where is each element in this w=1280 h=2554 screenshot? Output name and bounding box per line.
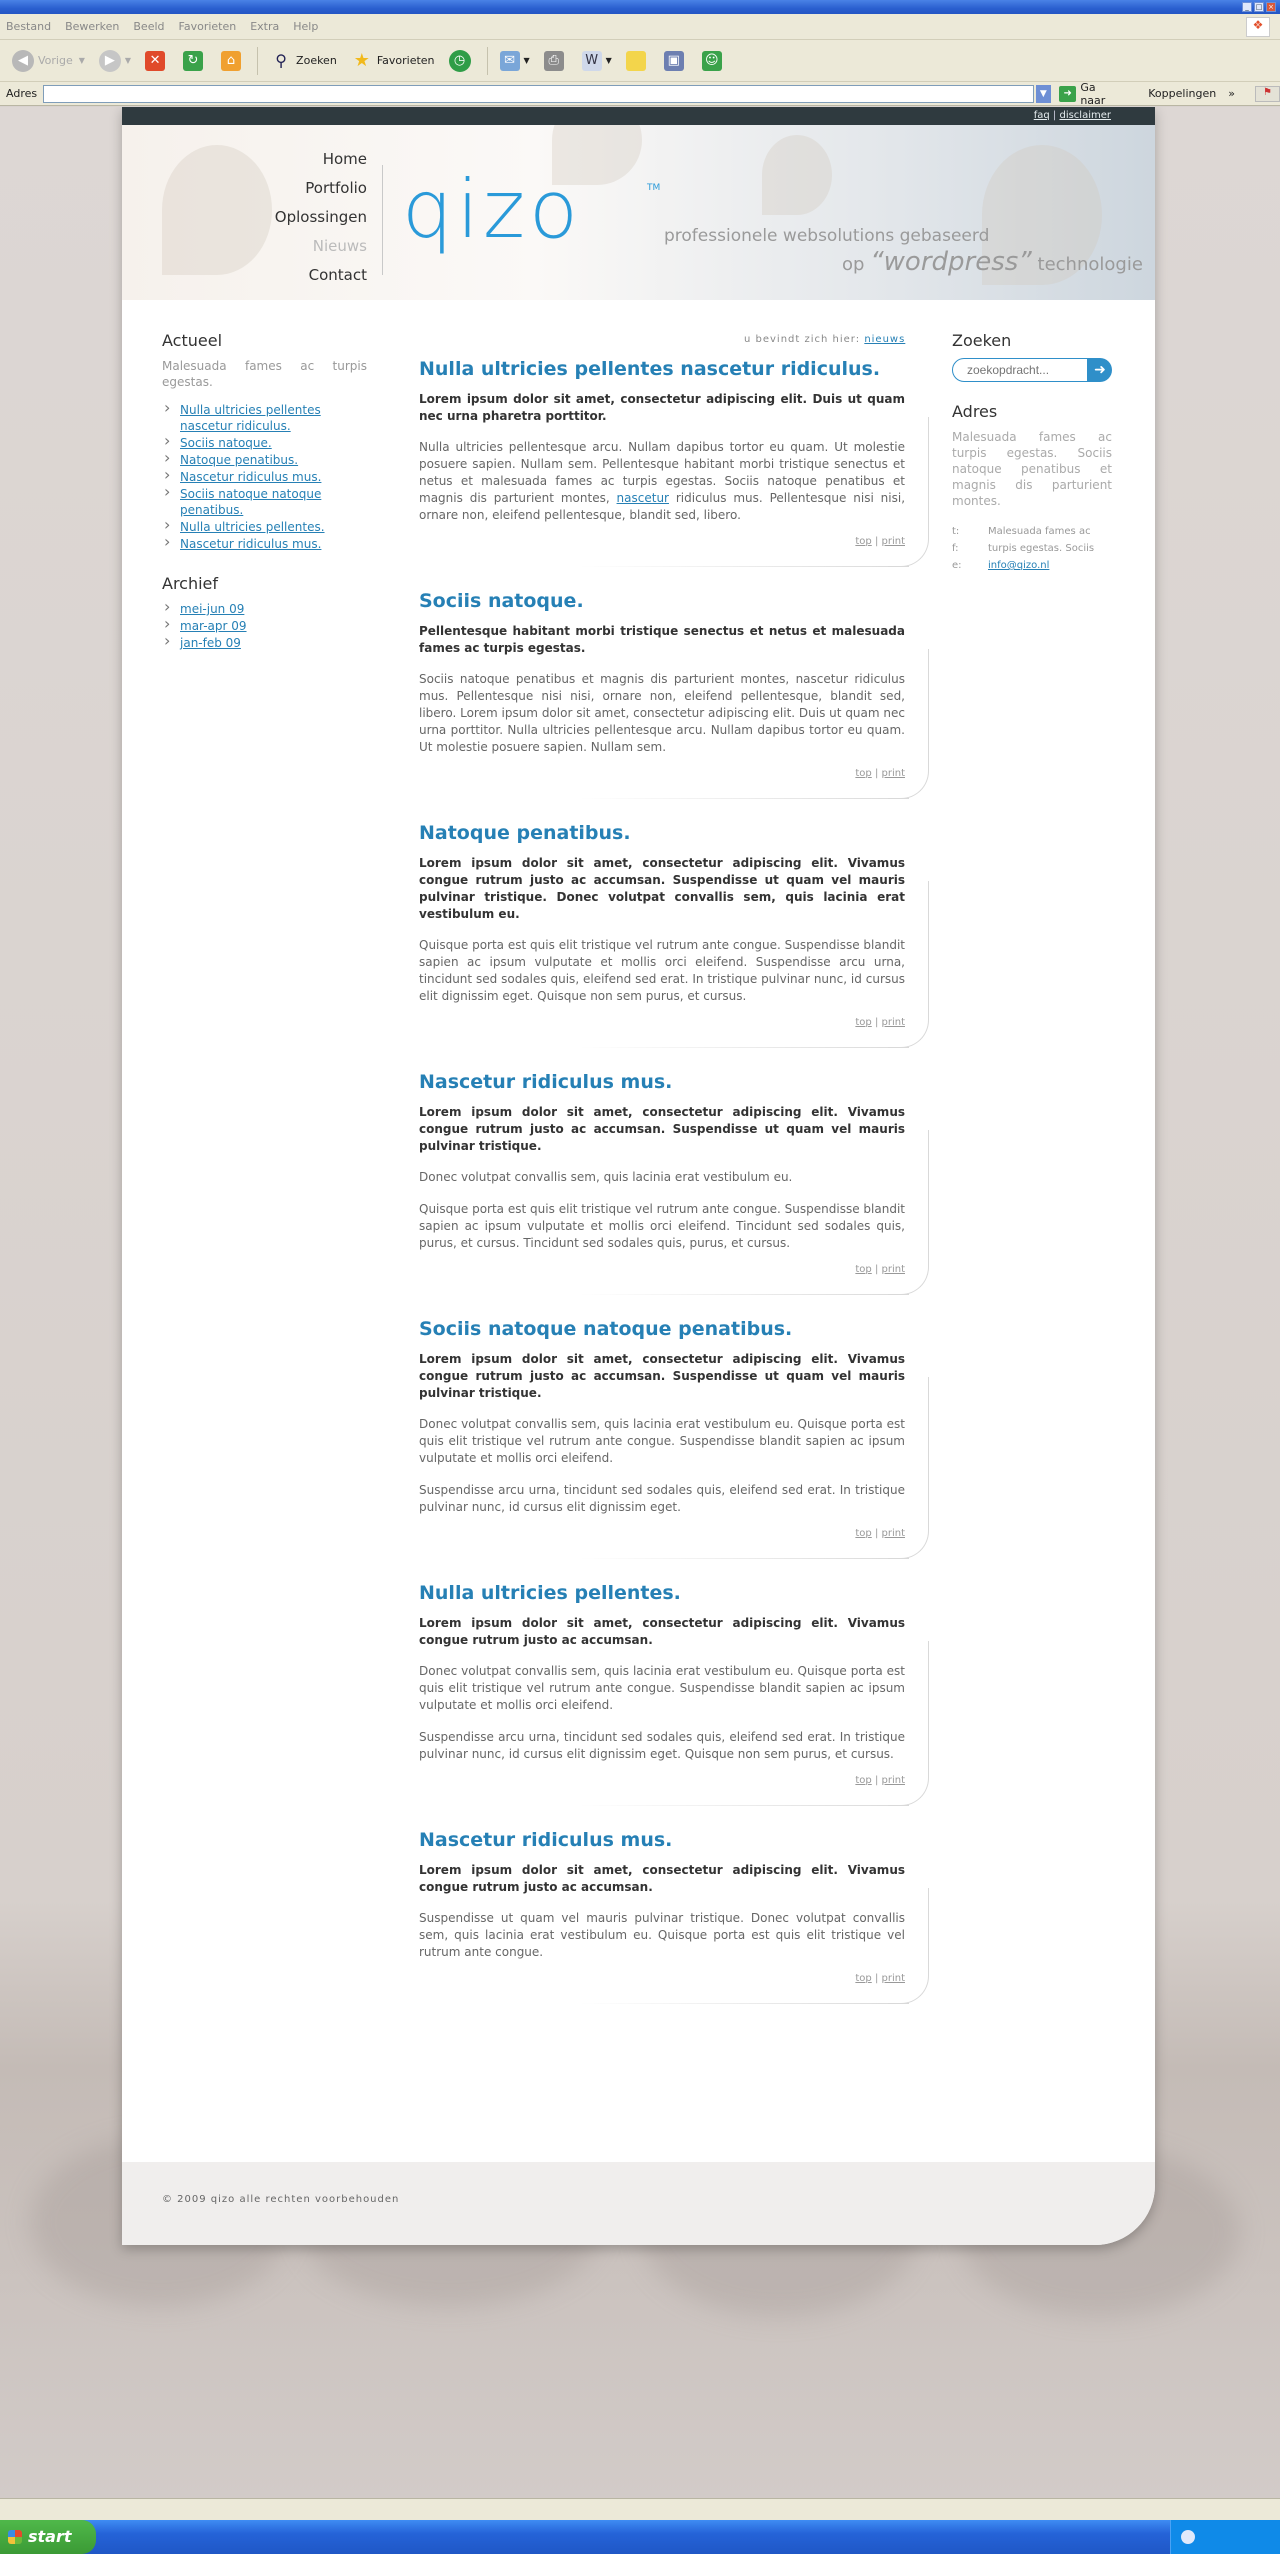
notes-button[interactable] bbox=[622, 46, 654, 76]
history-button[interactable] bbox=[445, 46, 479, 76]
search-label: Zoeken bbox=[296, 54, 337, 67]
news-article bbox=[419, 1828, 929, 2004]
adres-heading: Adres bbox=[952, 402, 998, 421]
menu-bewerken[interactable]: Bewerken bbox=[65, 20, 120, 33]
actueel-link[interactable]: › Sociis natoque. bbox=[162, 435, 367, 451]
faq-link[interactable]: faq bbox=[1033, 110, 1050, 121]
adres-lead: Malesuada fames ac turpis egestas. Sociis natoque penatibus et magnis dis parturient montes. bbox=[952, 430, 1112, 508]
article-title[interactable]: Natoque penatibus. bbox=[419, 822, 631, 844]
article-lead: Lorem ipsum dolor sit amet, consectetur adipiscing elit. Vivamus congue rutrum justo ac accumsan. Suspendisse ut quam vel mauris pulvinar tristique. bbox=[419, 1105, 905, 1153]
right-sidebar bbox=[952, 331, 1112, 574]
archief-link[interactable]: › mei-jun 09 bbox=[162, 601, 367, 617]
search-button[interactable] bbox=[266, 46, 341, 76]
favorites-label: Favorieten bbox=[376, 54, 435, 67]
messenger-icon: ☺ bbox=[702, 51, 722, 71]
article-lead: Lorem ipsum dolor sit amet, consectetur adipiscing elit. Duis ut quam nec urna pharetra porttitor. bbox=[419, 392, 905, 423]
actueel-link[interactable]: › Nascetur ridiculus mus. bbox=[162, 536, 367, 552]
tagline-line-1: professionele websolutions gebaseerd bbox=[664, 226, 990, 246]
address-label: Adres bbox=[6, 87, 38, 100]
tagline-line-2 bbox=[842, 247, 1143, 280]
archief-heading: Archief bbox=[162, 574, 219, 593]
contact-key: e: bbox=[952, 560, 962, 571]
header-decoration bbox=[762, 135, 832, 215]
edit-button[interactable] bbox=[578, 46, 616, 76]
top-link[interactable]: top bbox=[855, 1528, 872, 1539]
maximize-button[interactable]: □ bbox=[1255, 3, 1263, 11]
links-button[interactable]: Koppelingen bbox=[1148, 87, 1217, 100]
site-footer bbox=[122, 2162, 1155, 2245]
print-link[interactable]: print bbox=[881, 1973, 905, 1984]
back-button[interactable] bbox=[8, 46, 89, 76]
print-link[interactable]: print bbox=[881, 1528, 905, 1539]
print-button[interactable] bbox=[540, 46, 572, 76]
actueel-link[interactable]: › Natoque penatibus. bbox=[162, 452, 367, 468]
status-bar bbox=[0, 2498, 1280, 2520]
print-link[interactable]: print bbox=[881, 536, 905, 547]
article-paragraph: Suspendisse arcu urna, tincidunt sed sodales quis, eleifend sed erat. In tristique pulvinar nunc, id cursus elit dignissim eget. bbox=[419, 1483, 905, 1514]
contact-value: turpis egestas. Sociis bbox=[988, 543, 1095, 554]
left-sidebar bbox=[162, 331, 367, 652]
archief-link[interactable]: › mar-apr 09 bbox=[162, 618, 367, 634]
actueel-link[interactable]: › Nulla ultricies pellentes. bbox=[162, 519, 367, 535]
print-link[interactable]: print bbox=[881, 768, 905, 779]
article-paragraph: Suspendisse arcu urna, tincidunt sed sodales quis, eleifend sed erat. In tristique pulvinar nunc, id cursus elit dignissim eget. Quisque non sem purus, et cursus. bbox=[419, 1730, 905, 1761]
article-footer: top | print bbox=[855, 1264, 905, 1275]
page-viewport bbox=[0, 107, 1280, 2498]
news-article bbox=[419, 821, 929, 1048]
breadcrumb-current[interactable]: nieuws bbox=[864, 334, 906, 345]
chevron-right-icon[interactable]: » bbox=[1228, 87, 1235, 100]
print-link[interactable]: print bbox=[881, 1264, 905, 1275]
go-button[interactable] bbox=[1059, 81, 1122, 107]
site-logo[interactable]: qizo bbox=[402, 163, 582, 256]
news-article bbox=[419, 1581, 929, 1806]
refresh-icon: ↻ bbox=[183, 51, 203, 71]
article-footer: top | print bbox=[855, 1017, 905, 1028]
article-title[interactable]: Nulla ultricies pellentes. bbox=[419, 1582, 681, 1604]
article-title[interactable]: Sociis natoque natoque penatibus. bbox=[419, 1318, 793, 1340]
news-article bbox=[419, 1317, 929, 1559]
refresh-button[interactable] bbox=[179, 46, 211, 76]
top-links bbox=[1034, 110, 1111, 121]
top-bar bbox=[122, 107, 1155, 125]
go-arrow-icon: ➜ bbox=[1059, 86, 1076, 102]
main-content bbox=[419, 357, 929, 2026]
forward-arrow-icon: ▶ bbox=[99, 50, 121, 72]
address-input[interactable] bbox=[43, 85, 1034, 103]
article-title[interactable]: Nascetur ridiculus mus. bbox=[419, 1829, 673, 1851]
menu-bestand[interactable]: Bestand bbox=[6, 20, 52, 33]
site-header bbox=[122, 125, 1155, 300]
contact-value: Malesuada fames ac bbox=[988, 526, 1091, 537]
mail-icon: ✉ bbox=[500, 51, 520, 71]
article-lead: Lorem ipsum dolor sit amet, consectetur adipiscing elit. Vivamus congue rutrum justo ac accumsan. Suspendisse ut quam vel mauris pulvinar tristique. Donec volutpat convallis sem, quis lacinia erat vestibulum eu. bbox=[419, 856, 905, 921]
research-button[interactable] bbox=[660, 46, 692, 76]
contact-row bbox=[952, 540, 1112, 557]
research-icon: ▣ bbox=[664, 51, 684, 71]
header-divider bbox=[382, 165, 383, 275]
actueel-link[interactable]: › Nulla ultricies pellentes nascetur ridiculus. bbox=[162, 402, 367, 434]
toolbar-extension-icon[interactable]: ⚑ bbox=[1255, 86, 1280, 102]
article-paragraph bbox=[419, 439, 905, 524]
article-paragraph: Sociis natoque penatibus et magnis dis parturient montes, nascetur ridiculus mus. Pellentesque nisi nisi, ornare non, eleifend pellentesque, blandit sed, libero. Lorem ipsum dolor sit amet, consectetur adipiscing elit. Duis ut quam nec urna porttitor. Nulla ultricies pellentesque arcu. Nullam dapibus tortor eu quam. Ut molestie posuere sapien. Nullam sem. bbox=[419, 672, 905, 754]
article-title[interactable]: Sociis natoque. bbox=[419, 590, 584, 612]
minimize-button[interactable]: _ bbox=[1242, 2, 1252, 12]
windows-logo-icon: ❖ bbox=[1246, 17, 1270, 37]
news-article bbox=[419, 357, 929, 567]
print-link[interactable]: print bbox=[881, 1017, 905, 1028]
logo-trademark: TM bbox=[647, 183, 661, 193]
actueel-heading: Actueel bbox=[162, 331, 223, 350]
article-paragraph: Suspendisse ut quam vel mauris pulvinar tristique. Donec volutpat convallis sem, quis lacinia erat vestibulum eu. Quisque porta est quis elit tristique vel rutrum ante congue. bbox=[419, 1911, 905, 1959]
top-link[interactable]: top bbox=[855, 1973, 872, 1984]
back-dropdown-icon[interactable]: ▼ bbox=[78, 56, 85, 65]
article-paragraph: Donec volutpat convallis sem, quis lacinia erat vestibulum eu. Quisque porta est quis elit tristique vel rutrum ante congue. Suspendisse blandit sapien ac ipsum vulputate et mollis orci eleifend. bbox=[419, 1417, 905, 1465]
article-footer: top | print bbox=[855, 1775, 905, 1786]
actueel-link[interactable]: › Nascetur ridiculus mus. bbox=[162, 469, 367, 485]
tagline-post: technologie bbox=[1037, 254, 1143, 275]
favorites-button[interactable] bbox=[347, 46, 439, 76]
article-text: Nulla ultricies pellentesque arcu. Nullam dapibus tortor eu quam. Ut molestie posuere sapien. Nullam sem. Pellentesque habitant morbi tristique senectus et netus et malesuada fames ac turpis egestas. Sociis natoque penatibus et magnis dis parturient montes, bbox=[419, 440, 905, 505]
print-link[interactable]: print bbox=[881, 1775, 905, 1786]
breadcrumb-prefix: u bevindt zich hier: bbox=[744, 334, 861, 345]
nav-portfolio[interactable]: Portfolio bbox=[305, 179, 367, 197]
address-dropdown-icon[interactable]: ▼ bbox=[1036, 85, 1051, 103]
toolbar-separator bbox=[487, 47, 488, 75]
menu-favorieten[interactable]: Favorieten bbox=[178, 20, 237, 33]
nav-oplossingen[interactable]: Oplossingen bbox=[274, 208, 367, 226]
menu-bar bbox=[0, 14, 1280, 40]
article-paragraph: Donec volutpat convallis sem, quis lacinia erat vestibulum eu. bbox=[419, 1170, 793, 1184]
article-footer: top | print bbox=[855, 768, 905, 779]
menu-extra[interactable]: Extra bbox=[250, 20, 280, 33]
search-form bbox=[952, 358, 1112, 382]
email-link[interactable]: info@qizo.nl bbox=[988, 560, 1050, 571]
article-paragraph: Quisque porta est quis elit tristique vel rutrum ante congue. Suspendisse blandit sapien ac ipsum vulputate et mollis orci eleifend. Tincidunt sed sodales quis, purus, et cursus. Tincidunt sed sodales quis, purus, et cursus. bbox=[419, 1202, 905, 1250]
messenger-button[interactable] bbox=[698, 46, 730, 76]
contact-key: f: bbox=[952, 543, 959, 554]
news-article bbox=[419, 589, 929, 799]
article-title[interactable]: Nulla ultricies pellentes nascetur ridiculus. bbox=[419, 358, 881, 380]
breadcrumb bbox=[744, 334, 905, 345]
actueel-link[interactable]: › Sociis natoque natoque penatibus. bbox=[162, 486, 367, 518]
site-page bbox=[122, 107, 1155, 2245]
actueel-lead: Malesuada fames ac turpis egestas. bbox=[162, 359, 367, 389]
mail-button[interactable] bbox=[496, 46, 534, 76]
header-decoration bbox=[162, 145, 272, 275]
edit-dropdown-icon[interactable]: ▼ bbox=[605, 56, 612, 65]
stop-icon: ✕ bbox=[145, 51, 165, 71]
article-lead: Lorem ipsum dolor sit amet, consectetur adipiscing elit. Vivamus congue rutrum justo ac accumsan. Suspendisse ut quam vel mauris pulvinar tristique. bbox=[419, 1352, 905, 1400]
article-lead: Pellentesque habitant morbi tristique senectus et netus et malesuada fames ac turpis egestas. bbox=[419, 624, 905, 655]
article-paragraph: Quisque porta est quis elit tristique vel rutrum ante congue. Suspendisse blandit sapien ac ipsum vulputate et mollis orci eleifend. Suspendisse arcu urna, tincidunt sed sodales quis, eleifend sed erat. In tristique pulvinar nunc, id cursus elit dignissim eget. Quisque non sem purus, et cursus. bbox=[419, 938, 905, 1003]
word-icon: W bbox=[582, 51, 602, 71]
search-submit-button[interactable] bbox=[1088, 358, 1112, 382]
contact-key: t: bbox=[952, 526, 960, 537]
browser-toolbar bbox=[0, 40, 1280, 82]
system-tray bbox=[1170, 2520, 1280, 2554]
main-nav bbox=[275, 145, 367, 290]
network-icon[interactable] bbox=[1181, 2530, 1195, 2544]
copyright: © 2009 qizo alle rechten voorbehouden bbox=[162, 2194, 400, 2205]
article-paragraph: Donec volutpat convallis sem, quis lacinia erat vestibulum eu. Quisque porta est quis elit tristique vel rutrum ante congue. Suspendisse blandit sapien ac ipsum vulputate et mollis orci eleifend. bbox=[419, 1664, 905, 1712]
top-links-separator: | bbox=[1052, 110, 1057, 121]
note-icon bbox=[626, 51, 646, 71]
stop-button[interactable] bbox=[141, 46, 173, 76]
arrow-right-icon: ➜ bbox=[1094, 362, 1106, 378]
history-icon: ◷ bbox=[449, 50, 471, 72]
window-titlebar bbox=[0, 0, 1280, 14]
contact-row bbox=[952, 557, 1112, 574]
tagline-wordpress: “wordpress” bbox=[870, 247, 1032, 277]
search-icon: ⚲ bbox=[275, 51, 287, 70]
toolbar-separator bbox=[257, 47, 258, 75]
home-button[interactable] bbox=[217, 46, 249, 76]
article-lead: Lorem ipsum dolor sit amet, consectetur adipiscing elit. Vivamus congue rutrum justo ac accumsan. bbox=[419, 1863, 905, 1894]
article-footer: top | print bbox=[855, 1973, 905, 1984]
top-link[interactable]: top bbox=[855, 1775, 872, 1786]
nav-contact[interactable]: Contact bbox=[308, 266, 367, 284]
close-button[interactable]: × bbox=[1266, 2, 1276, 12]
home-icon: ⌂ bbox=[221, 51, 241, 71]
contact-row bbox=[952, 523, 1112, 540]
nav-home[interactable]: Home bbox=[322, 150, 367, 168]
menu-beeld[interactable]: Beeld bbox=[133, 20, 165, 33]
printer-icon: ⎙ bbox=[544, 51, 564, 71]
disclaimer-link[interactable]: disclaimer bbox=[1059, 110, 1111, 121]
mail-dropdown-icon[interactable]: ▼ bbox=[523, 56, 530, 65]
menu-help[interactable]: Help bbox=[293, 20, 319, 33]
contact-details bbox=[952, 523, 1112, 574]
archief-link[interactable]: › jan-feb 09 bbox=[162, 635, 367, 651]
back-arrow-icon: ◀ bbox=[12, 50, 34, 72]
article-footer: top | print bbox=[855, 1528, 905, 1539]
address-bar bbox=[0, 82, 1280, 106]
top-link[interactable]: top bbox=[855, 768, 872, 779]
top-link[interactable]: top bbox=[855, 1017, 872, 1028]
top-link[interactable]: top bbox=[855, 1264, 872, 1275]
article-inline-link[interactable]: nascetur bbox=[616, 491, 669, 505]
forward-button[interactable] bbox=[95, 46, 135, 76]
top-link[interactable]: top bbox=[855, 536, 872, 547]
article-lead: Lorem ipsum dolor sit amet, consectetur adipiscing elit. Vivamus congue rutrum justo ac accumsan. bbox=[419, 1616, 905, 1647]
tagline-pre: op bbox=[842, 254, 865, 275]
nav-nieuws[interactable]: Nieuws bbox=[312, 237, 367, 255]
taskbar bbox=[0, 2520, 1280, 2554]
back-label: Vorige bbox=[38, 54, 73, 67]
go-label: Ga naar bbox=[1080, 80, 1106, 107]
article-text: ridiculus mus. Pellentesque nisi nisi, ornare non, eleifend pellentesque, blandit sed, libero. bbox=[419, 491, 906, 522]
search-heading: Zoeken bbox=[952, 331, 1012, 350]
start-button[interactable]: start bbox=[0, 2520, 96, 2554]
news-article bbox=[419, 1070, 929, 1295]
forward-dropdown-icon[interactable]: ▼ bbox=[124, 56, 132, 65]
article-footer: top | print bbox=[855, 536, 905, 547]
search-input[interactable] bbox=[952, 358, 1088, 382]
star-icon: ★ bbox=[353, 50, 370, 71]
article-title[interactable]: Nascetur ridiculus mus. bbox=[419, 1071, 673, 1093]
